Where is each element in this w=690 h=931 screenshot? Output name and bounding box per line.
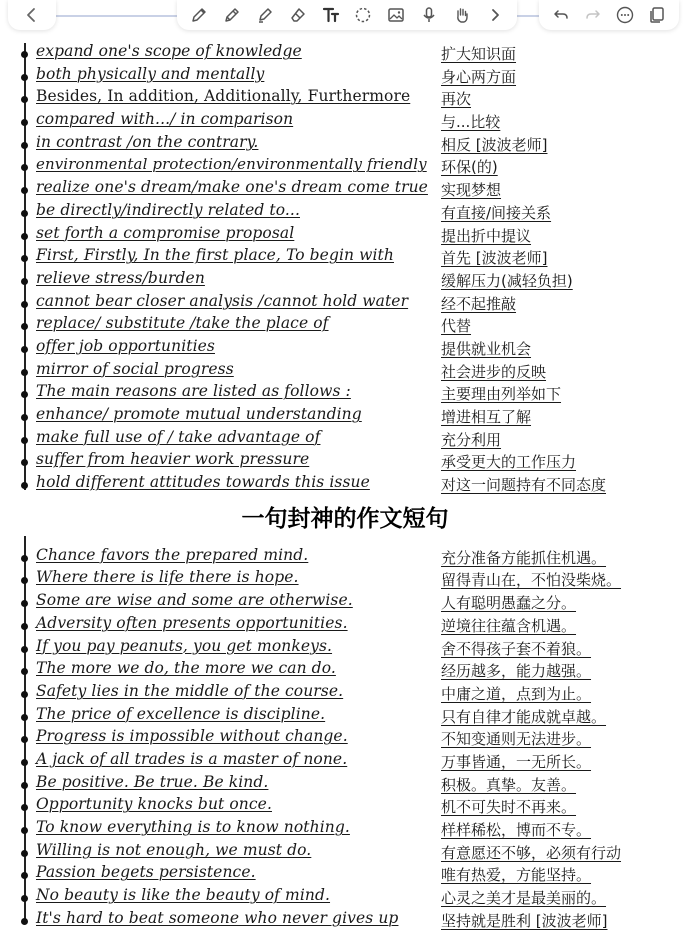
chinese-translation: 充分准备方能抓住机遇。 — [441, 548, 607, 567]
list-item — [0, 725, 690, 748]
english-phrase: replace/ substitute /take the place of — [36, 314, 329, 333]
english-phrase: To know everything is to know nothing. — [36, 818, 350, 836]
section-heading: 一句封神的作文短句 — [241, 505, 449, 532]
chinese-translation: 唯有热爱，方能坚持。 — [441, 866, 592, 885]
list-item — [0, 85, 690, 108]
bullet-dot — [21, 646, 28, 653]
drawing-tools-bar — [177, 0, 517, 30]
english-phrase: First, Firstly, In the first place, To begin with — [36, 246, 394, 265]
bullet-dot — [21, 142, 28, 149]
more-options-button[interactable] — [613, 3, 637, 27]
english-phrase: make full use of / take advantage of — [36, 427, 321, 446]
toolbar-divider-line — [517, 15, 539, 17]
english-phrase: Chance favors the prepared mind. — [36, 545, 309, 564]
bullet-dot — [21, 804, 28, 811]
chinese-translation: 不知变通则无法进步。 — [441, 730, 592, 749]
eraser-icon — [288, 5, 308, 25]
list-item — [0, 380, 690, 403]
bullet-dot — [21, 164, 28, 171]
english-phrase: both physically and mentally — [36, 64, 265, 83]
undo-icon — [551, 5, 571, 25]
bullet-dot — [21, 714, 28, 721]
chinese-translation: 中庸之道，点到为止。 — [441, 684, 592, 703]
english-phrase: Besides, In addition, Additionally, Furthermore — [36, 87, 411, 106]
hand-tool-button[interactable] — [450, 3, 474, 27]
english-phrase: mirror of social progress — [36, 359, 234, 378]
bullet-dot — [21, 623, 28, 630]
highlighter-icon — [255, 5, 275, 25]
bullet-dot — [21, 51, 28, 58]
lasso-icon — [353, 5, 373, 25]
list-item — [0, 703, 690, 726]
list-item — [0, 358, 690, 381]
english-phrase: relieve stress/burden — [36, 268, 205, 287]
hand-icon — [452, 5, 472, 25]
english-phrase: Where there is life there is hope. — [36, 568, 299, 587]
chinese-translation: 经历越多，能力越强。 — [441, 662, 592, 681]
chinese-translation: 经不起推敲 — [441, 294, 517, 313]
list-item — [0, 657, 690, 680]
chinese-translation: 有直接/间接关系 — [441, 203, 552, 222]
bullet-dot — [21, 827, 28, 834]
english-phrase: realize one's dream/make one's dream come true — [36, 178, 428, 197]
chinese-translation: 积极。真挚。友善。 — [441, 775, 577, 794]
pages-icon — [647, 5, 667, 25]
text-tool-button[interactable] — [319, 3, 343, 27]
bullet-dot — [21, 759, 28, 766]
chinese-translation: 代替 — [441, 317, 472, 336]
chinese-translation: 身心两方面 — [441, 67, 517, 86]
list-item — [0, 566, 690, 589]
history-bar — [539, 0, 679, 30]
list-item — [0, 40, 690, 63]
bullet-dot — [21, 346, 28, 353]
bullet-dot — [21, 736, 28, 743]
list-item — [0, 884, 690, 907]
list-item — [0, 793, 690, 816]
chinese-translation: 实现梦想 — [441, 181, 502, 200]
bullet-dot — [21, 369, 28, 376]
chinese-translation: 再次 — [441, 90, 472, 109]
list-item — [0, 471, 690, 494]
chinese-translation: 只有自律才能成就卓越。 — [441, 707, 607, 726]
list-item — [0, 199, 690, 222]
pencil-icon — [222, 5, 242, 25]
list-item — [0, 131, 690, 154]
voice-record-button[interactable] — [417, 3, 441, 27]
bullet-dot — [21, 96, 28, 103]
bullet-dot — [21, 555, 28, 562]
microphone-icon — [419, 5, 439, 25]
chinese-translation: 对这一问题持有不同态度 — [441, 476, 607, 495]
chinese-translation: 社会进步的反映 — [441, 362, 547, 381]
english-phrase: hold different attitudes towards this issue — [36, 473, 370, 492]
english-phrase: Willing is not enough, we must do. — [36, 840, 312, 859]
more-tools-button[interactable] — [483, 3, 507, 27]
list-item — [0, 771, 690, 794]
bullet-dot — [21, 119, 28, 126]
bullet-dot — [21, 233, 28, 240]
pages-button[interactable] — [645, 3, 669, 27]
english-phrase: If you pay peanuts, you get monkeys. — [36, 636, 333, 655]
note-page — [0, 40, 690, 929]
list-item — [0, 635, 690, 658]
bullet-dot — [21, 577, 28, 584]
list-item — [0, 839, 690, 862]
toolbar-divider-line — [56, 15, 177, 17]
image-icon — [386, 5, 406, 25]
english-phrase: Some are wise and some are otherwise. — [36, 591, 353, 610]
bullet-dot — [21, 414, 28, 421]
list-item — [0, 244, 690, 267]
chinese-translation: 首先 [波波老师] — [441, 249, 548, 268]
redo-icon — [583, 5, 603, 25]
list-item — [0, 589, 690, 612]
bullet-dot — [21, 255, 28, 262]
list-item — [0, 108, 690, 131]
english-phrase: Safety lies in the middle of the course. — [36, 681, 344, 700]
chinese-translation: 提供就业机会 — [441, 339, 532, 358]
english-phrase: Be positive. Be true. Be kind. — [36, 772, 269, 791]
redo-button[interactable] — [581, 3, 605, 27]
english-phrase: offer job opportunities — [36, 336, 215, 355]
chinese-translation: 与...比较 — [441, 113, 501, 132]
back-button[interactable] — [20, 3, 44, 27]
english-phrase: It's hard to beat someone who never gives up — [36, 908, 399, 927]
chinese-translation: 有意愿还不够，必须有行动 — [441, 843, 622, 862]
bullet-dot — [21, 691, 28, 698]
list-item — [0, 63, 690, 86]
english-phrase: be directly/indirectly related to... — [36, 200, 300, 219]
pen-tool-button[interactable] — [187, 3, 211, 27]
more-icon — [615, 5, 635, 25]
highlighter-tool-button[interactable] — [253, 3, 277, 27]
chinese-translation: 充分利用 — [441, 430, 502, 449]
english-phrase: set forth a compromise proposal — [36, 223, 295, 242]
english-phrase: Progress is impossible without change. — [36, 727, 348, 746]
chinese-translation: 留得青山在，不怕没柴烧。 — [441, 571, 622, 590]
list-item — [0, 907, 690, 930]
chinese-translation: 人有聪明愚蠢之分。 — [441, 594, 577, 613]
bullet-dot — [21, 459, 28, 466]
chinese-translation: 承受更大的工作压力 — [441, 453, 577, 472]
list-item — [0, 267, 690, 290]
chinese-translation: 万事皆通，一无所长。 — [441, 752, 592, 771]
english-phrase: Passion begets persistence. — [36, 863, 256, 882]
english-phrase: Opportunity knocks but once. — [36, 795, 272, 814]
chinese-translation: 心灵之美才是最美丽的。 — [441, 889, 607, 908]
bullet-dot — [21, 482, 28, 489]
list-item — [0, 222, 690, 245]
chevron-left-icon — [22, 5, 42, 25]
list-item — [0, 335, 690, 358]
bullet-dot — [21, 187, 28, 194]
bullet-dot — [21, 850, 28, 857]
english-phrase: environmental protection/environmentally friendly — [36, 155, 427, 174]
list-item — [0, 426, 690, 449]
chinese-translation: 主要理由列举如下 — [441, 385, 562, 404]
back-pill — [8, 0, 56, 30]
top-toolbar — [0, 0, 690, 34]
chinese-translation: 缓解压力(减轻负担) — [441, 271, 573, 290]
english-phrase: A jack of all trades is a master of none. — [36, 749, 348, 768]
bullet-dot — [21, 668, 28, 675]
bullet-dot — [21, 74, 28, 81]
chinese-translation: 样样稀松，博而不专。 — [441, 821, 592, 839]
list-item — [0, 680, 690, 703]
bullet-dot — [21, 210, 28, 217]
list-item — [0, 448, 690, 471]
bullet-dot — [21, 278, 28, 285]
english-phrase: suffer from heavier work pressure — [36, 450, 310, 469]
sentence-list — [0, 544, 690, 930]
list-item — [0, 816, 690, 839]
english-phrase: expand one's scope of knowledge — [36, 42, 302, 60]
pencil-tool-button[interactable] — [220, 3, 244, 27]
eraser-tool-button[interactable] — [286, 3, 310, 27]
bullet-dot — [21, 301, 28, 308]
chinese-translation: 坚持就是胜利 [波波老师] — [441, 911, 608, 930]
list-item — [0, 290, 690, 313]
bullet-dot — [21, 391, 28, 398]
bullet-dot — [21, 872, 28, 879]
chinese-translation: 机不可失时不再来。 — [441, 798, 577, 817]
list-item — [0, 403, 690, 426]
text-tool-icon — [321, 5, 341, 25]
chinese-translation: 提出折中提议 — [441, 226, 532, 245]
undo-button[interactable] — [549, 3, 573, 27]
chinese-translation: 舍不得孩子套不着狼。 — [441, 639, 592, 658]
list-item — [0, 312, 690, 335]
chinese-translation: 扩大知识面 — [441, 45, 517, 63]
english-phrase: enhance/ promote mutual understanding — [36, 405, 362, 423]
bullet-dot — [21, 918, 28, 925]
chinese-translation: 增进相互了解 — [441, 408, 532, 426]
chinese-translation: 逆境往往蕴含机遇。 — [441, 616, 577, 635]
english-phrase: The main reasons are listed as follows : — [36, 382, 351, 401]
lasso-tool-button[interactable] — [351, 3, 375, 27]
list-item — [0, 153, 690, 176]
english-phrase: in contrast /on the contrary. — [36, 132, 259, 151]
english-phrase: The more we do, the more we can do. — [36, 659, 336, 678]
chinese-translation: 环保(的) — [441, 158, 498, 177]
chinese-translation: 相反 [波波老师] — [441, 135, 548, 154]
list-item — [0, 544, 690, 567]
image-insert-button[interactable] — [384, 3, 408, 27]
bullet-dot — [21, 323, 28, 330]
english-phrase: Adversity often presents opportunities. — [36, 613, 348, 632]
english-phrase: cannot bear closer analysis /cannot hold water — [36, 291, 409, 310]
english-phrase: No beauty is like the beauty of mind. — [36, 886, 331, 905]
english-phrase: The price of excellence is discipline. — [36, 704, 326, 723]
phrase-list — [0, 40, 690, 494]
english-phrase: compared with.../ in comparison — [36, 110, 294, 129]
chevron-right-icon — [485, 5, 505, 25]
list-item — [0, 861, 690, 884]
list-item — [0, 748, 690, 771]
bullet-dot — [21, 895, 28, 902]
list-item — [0, 176, 690, 199]
list-item — [0, 612, 690, 635]
pen-icon — [189, 5, 209, 25]
bullet-dot — [21, 437, 28, 444]
bullet-dot — [21, 782, 28, 789]
bullet-dot — [21, 600, 28, 607]
